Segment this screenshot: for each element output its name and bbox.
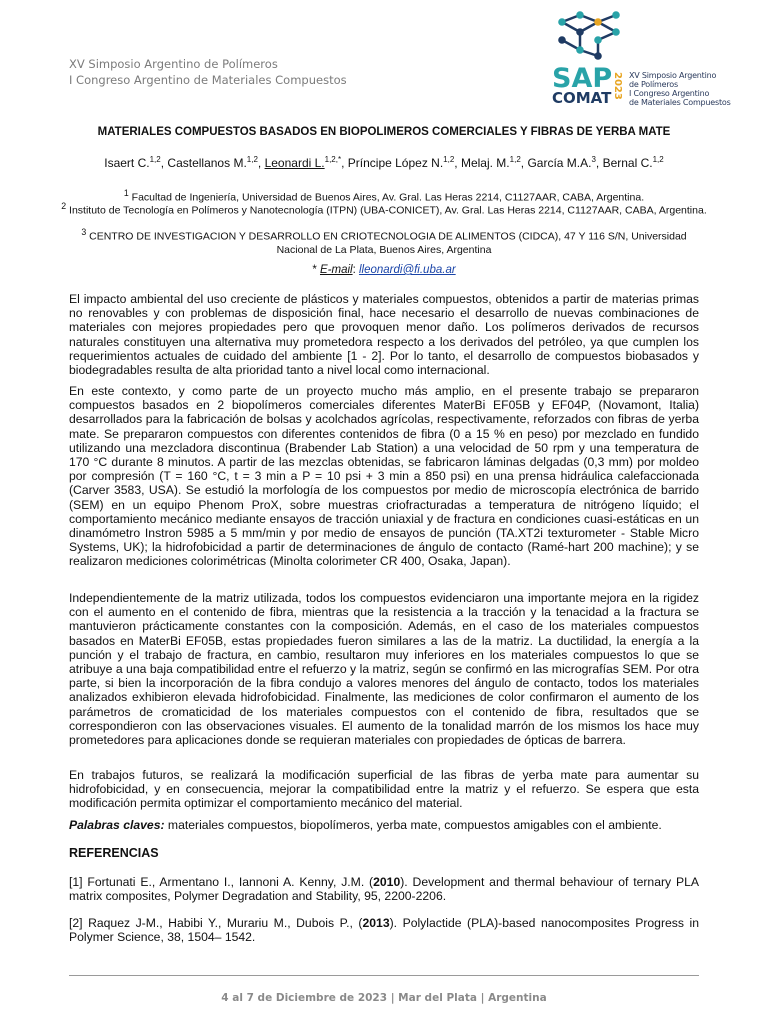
paragraph-results: Independientemente de la matriz utilizada, todos los compuestos evidenciaron una importante mejora en la rigidez con el aumento en el contenido de fibra, mientras que la resistencia a la tracción y la tenacidad a la fractura se mantuvieron prácticamente constantes con la composición. Además, en el caso de los materiales compuestos basados en MaterBi EF05B, estas propiedades fueron similares a las de la matriz. La ductilidad, la energía a la punción y el trabajo de fractura, en cambio, resultaron muy inferiores en los materiales compuestos lo que se atribuye a una baja compatibilidad entre el refuerzo y la matriz, según se confirmó en las micrografías SEM. Por otra parte, si bien la incorporación de la fibra condujo a valores menores del ángulo de contacto, todos los materiales analizados exhibieron elevada hidrofobicidad. Finalmente, las mediciones de color confirmaron el aumento de los parámetros de cromaticidad de los materiales compuestos con el contenido de fibra, resultados que se correspondieron con las observaciones visuales. El aumento de la tonalidad marrón de los mismos los hace muy prometedores para aplicaciones donde se requieran materiales con propiedades de ópticas de barrera. [69, 591, 699, 748]
affiliation-1: $^1$ Facultad de Ingeniería, Universidad de Buenos Aires, Av. Gral. Las Heras 2214, C1127AAR, CABA, Argentina. [123, 188, 645, 204]
author: Castellanos M.$^{1,2}$, [167, 155, 265, 170]
author: Isaert C.$^{1,2}$, [104, 155, 168, 170]
logo-text-line4: de Materiales Compuestos [629, 98, 731, 107]
logo-text-line1: XV Simposio Argentino [629, 71, 717, 80]
author-list [60, 155, 708, 170]
author: García M.A.$^3$, [527, 155, 603, 170]
affiliation-2: $^2$ Instituto de Tecnología en Polímeros y Nanotecnología (ITPN) (UBA-CONICET), Av. Gral. Las Heras 2214, C1127AAR, CABA, Argentina. [61, 201, 707, 217]
logo-text-line2: de Polímeros [629, 80, 678, 89]
logo-comat-text: COMAT [552, 89, 612, 107]
author: Bernal C.$^{1,2}$ [602, 155, 664, 170]
paragraph-introduction: El impacto ambiental del uso creciente de plásticos y materiales compuestos, obtenidos a partir de materias primas no renovables y con problemas de disposición final, hace necesario el desarrollo de nuevas combinaciones de materiales con mejores propiedades pero que provoquen menor daño. Los polímeros derivados de recursos naturales constituyen una alternativa muy prometedora respecto a los derivados del petróleo, ya que cumplen los requerimientos actuales de cuidado del ambiente [1 - 2]. Por lo tanto, el desarrollo de compuestos biobasados y biodegradables resulta de alta prioridad tanto a nivel local como internacional. [69, 292, 699, 378]
paragraph-methods: En este contexto, y como parte de un proyecto mucho más amplio, en el presente trabajo se prepararon compuestos basados en 2 biopolímeros comerciales diferentes MaterBi EF05B y EF04P, (Novamont, Italia) desarrollados para la fabricación de bolsas y acolchados agrícolas, respectivamente, reforzados con fibras de yerba mate. Se prepararon compuestos con diferentes contenidos de fibra (0 a 15 % en peso) por mezclado en fundido utilizando una mezcladora discontinua (Brabender Lab Station) a una velocidad de 50 rpm y una temperatura de 170 °C durante 8 minutos. A partir de las mezclas obtenidas, se fabricaron láminas delgadas (0,3 mm) por moldeo por compresión (T = 160 °C, t = 3 min a P = 10 psi + 3 min a 850 psi) en una prensa hidráulica calefaccionada (Carver 3583, USA). Se estudió la morfología de los compuestos por medio de microscopía electrónica de barrido (SEM) en un equipo Phenom ProX, sobre muestras criofracturadas a temperatura de nitrógeno líquido; el comportamiento mecánico mediante ensayos de tracción uniaxial y de fractura en condiciones cuasi-estáticas en un dinamómetro Instron 5985 a 5 mm/min y por medio de ensayos de punción (TA.XT2i texturometer - Stable Micro Systems, UK); la hidrofobicidad a partir de determinaciones de ángulo de contacto (Ramé-hart 200 machine); y se realizaron mediciones colorimétricas (Minolta colorimeter CR 400, Osaka, Japan). [69, 384, 699, 569]
paragraph-future-work: En trabajos futuros, se realizará la modificación superficial de las fibras de yerba mate para aumentar su hidrofobicidad, y en consecuencia, mejorar la compatibilidad entre la matriz y el refuerzo. Se espera que esta modificación permita optimizar el comportamiento mecánico del material. [69, 768, 699, 811]
footer-event-dates: 4 al 7 de Diciembre de 2023 | Mar del Plata | Argentina [221, 992, 547, 1004]
logo-year-text: 2023 [612, 72, 623, 100]
keywords-label: Palabras claves: [69, 818, 165, 832]
keywords-list: materiales compuestos, biopolímeros, yerba mate, compuestos amigables con el ambiente. [164, 818, 662, 832]
paper-title: MATERIALES COMPUESTOS BASADOS EN BIOPOLIMEROS COMERCIALES Y FIBRAS DE YERBA MATE [97, 126, 671, 138]
logo-text-line3: I Congreso Argentino [629, 89, 710, 98]
reference-item: [1] Fortunati E., Armentano I., Iannoni A. Kenny, J.M. (2010). Development and thermal behaviour of ternary PLA matrix composites, Polymer Degradation and Stability, 95, 2200-2206. [69, 875, 699, 904]
author: Príncipe López N.$^{1,2}$, [347, 155, 461, 170]
contact-email: * E-mail: lleonardi@fi.uba.ar [312, 264, 456, 276]
reference-item: [2] Raquez J-M., Habibi Y., Murariu M., Dubois P., (2013). Polylactide (PLA)-based nanocomposites Progress in Polymer Science, 38, 1504– 1542. [69, 916, 699, 945]
keywords [69, 818, 699, 832]
affiliation-3: $^3$ CENTRO DE INVESTIGACION Y DESARROLLO EN CRIOTECNOLOGIA DE ALIMENTOS (CIDCA), 47 Y 116 S/N, Universidad Nacional de La Plata, Buenos Aires, Argentina [81, 227, 687, 256]
header-event-line2: I Congreso Argentino de Materiales Compuestos [69, 73, 347, 87]
email-link[interactable]: lleonardi@fi.uba.ar [358, 264, 456, 276]
author: Melaj. M.$^{1,2}$, [460, 155, 528, 170]
header-event-line1: XV Simposio Argentino de Polímeros [69, 57, 278, 71]
footer-divider [69, 975, 699, 976]
references-heading: REFERENCIAS [69, 846, 159, 860]
author: Leonardi L.$^{1,2,*}$, [264, 155, 348, 170]
logo-sap-text: SAP [552, 63, 613, 94]
